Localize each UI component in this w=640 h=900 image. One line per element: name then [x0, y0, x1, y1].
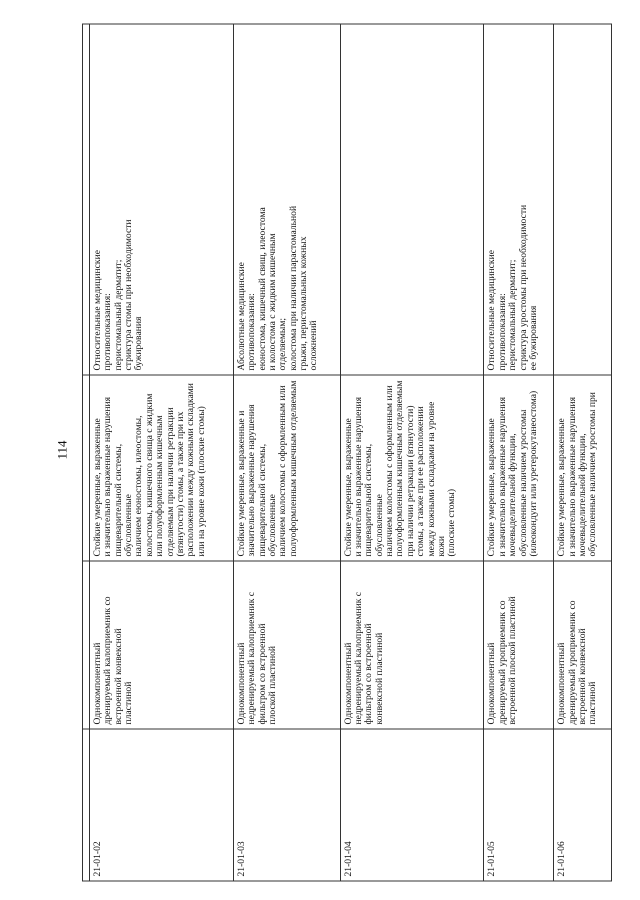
- cell-text-line: противопоказания:: [496, 292, 508, 370]
- page-number: [54, 2, 72, 898]
- cell-text-line: и значительно выраженные нарушения: [353, 396, 365, 556]
- code-cell: [90, 729, 234, 881]
- code-cell: [484, 729, 554, 881]
- cell-text-line: или на уровне кожи (плоские стомы): [195, 405, 207, 556]
- cell-text-line: еюностома, кишечный свищ, илеостома: [256, 206, 268, 370]
- cell-text-line: осложнений: [308, 319, 320, 370]
- cell-text-line: Стойкие умеренные, выраженные: [342, 417, 354, 556]
- cell-text-line: перистомальный дерматит;: [507, 259, 519, 370]
- indications-cell: [484, 375, 554, 561]
- cell-text-line: дренируемый уроприемник со: [496, 599, 508, 724]
- cell-text-line: и значительно выраженные нарушения: [566, 396, 578, 556]
- indications-cell: [233, 375, 340, 561]
- cell-text-line: Однокомпонентный: [486, 642, 498, 724]
- cell-text-line: дренируемый уроприемник со: [566, 599, 578, 724]
- cell-text-line: Стойкие умеренные, выраженные: [556, 417, 568, 556]
- cell-text-line: отделяемым;: [277, 317, 289, 370]
- cell-text-line: наличием колостомы с оформленным или: [277, 384, 289, 556]
- contraindications-cell: [554, 24, 612, 375]
- table-row: [484, 24, 554, 881]
- device-code: 21-01-06: [556, 840, 568, 876]
- cell-text-line: Стойкие умеренные, выраженные и: [235, 410, 247, 556]
- cell-text-line: грыжи, перистомальных кожных: [297, 235, 309, 370]
- device-code: 21-01-04: [342, 840, 354, 876]
- code-cell: [554, 729, 612, 881]
- device-code: 21-01-03: [235, 840, 247, 876]
- contraindications-cell: [90, 24, 234, 375]
- cell-text-line: Однокомпонентный: [556, 642, 568, 724]
- name-cell: [90, 561, 234, 729]
- cell-text-line: значительно выраженные нарушения: [246, 403, 258, 556]
- device-code: 21-01-02: [92, 840, 103, 876]
- cell-text-line: мочевыделительной функции,: [507, 432, 519, 556]
- cell-text-line: фильтром со встроенной: [256, 622, 268, 724]
- cell-text-line: наличием колостомы с оформленным или: [384, 384, 396, 556]
- cell-text-line: расположении между кожными складками: [185, 382, 197, 556]
- indications-cell: [554, 375, 612, 561]
- cell-text-line: пластиной: [587, 681, 599, 724]
- cell-text-line: и значительно выраженные нарушения: [102, 396, 114, 556]
- code-cell: [340, 729, 484, 881]
- cell-text-line: противопоказания:: [246, 292, 258, 370]
- header-cell-name: [83, 561, 90, 729]
- cell-text-line: Относительные медицинские: [486, 249, 498, 370]
- table-rotator: [82, 24, 612, 881]
- header-cell-indications: [83, 375, 90, 561]
- cell-text-line: Абсолютные медицинские: [235, 261, 247, 370]
- table-row: [554, 24, 612, 881]
- cell-text-line: дренируемый калоприемник со: [102, 595, 114, 724]
- cell-text-line: Однокомпонентный: [235, 642, 247, 724]
- cell-text-line: ее бужирования: [527, 305, 539, 370]
- cell-text-line: пищеварительной системы, обусловленные: [256, 443, 278, 556]
- cell-text-line: наличием еюностомы, илеостомы,: [133, 414, 145, 556]
- cell-text-line: отделяемым при наличии ретракции: [164, 406, 176, 556]
- cell-text-line: фильтром со встроенной: [363, 622, 375, 724]
- cell-text-line: пищеварительной системы, обусловленные: [363, 443, 385, 556]
- cell-text-line: (илеокондуит или уретерокутанеостома): [527, 390, 539, 556]
- cell-text-line: встроенной плоской пластиной: [507, 595, 519, 724]
- cell-text-line: колостомы, кишечного свища с жидким: [143, 393, 155, 556]
- name-cell: [340, 561, 484, 729]
- code-cell: [233, 729, 340, 881]
- cell-text-line: обусловленные наличием уростомы при: [587, 391, 599, 556]
- cell-text-line: Стойкие умеренные, выраженные: [92, 417, 103, 556]
- cell-text-line: недренируемый калоприемник с: [353, 591, 365, 724]
- table-body: [83, 24, 612, 881]
- name-cell: [484, 561, 554, 729]
- header-cell-contraindications: [83, 24, 90, 375]
- cell-text-line: перистомальный дерматит;: [112, 259, 124, 370]
- cell-text-line: между кожными складками на уровне кожи: [425, 401, 447, 556]
- medical-devices-table: [82, 23, 612, 881]
- rotated-table-container: [82, 24, 612, 881]
- cell-text-line: или полуоформленным кишечным: [154, 414, 166, 556]
- table-row: [233, 24, 340, 881]
- table-header-row: [83, 24, 90, 881]
- cell-text-line: Относительные медицинские: [92, 249, 103, 370]
- cell-text-line: полуоформленным кишечным отделяемым: [287, 380, 299, 556]
- indications-cell: [340, 375, 484, 561]
- indications-cell: [90, 375, 234, 561]
- device-code: 21-01-05: [486, 840, 498, 876]
- table-row: [340, 24, 484, 881]
- contraindications-cell: [484, 24, 554, 375]
- cell-text-line: полуоформленным кишечным отделяемым: [394, 380, 406, 556]
- cell-text-line: при наличии ретракции (втянутости): [404, 404, 416, 556]
- cell-text-line: конвексной пластиной: [373, 632, 385, 724]
- cell-text-line: и значительно выраженные нарушения: [496, 396, 508, 556]
- header-cell-code: [83, 729, 90, 881]
- cell-text-line: Однокомпонентный: [92, 642, 103, 724]
- cell-text-line: недренируемый калоприемник с: [246, 591, 258, 724]
- cell-text-line: плоской пластиной: [266, 645, 278, 724]
- cell-text-line: противопоказания:: [102, 292, 114, 370]
- cell-text-line: пластиной: [123, 681, 135, 724]
- page-number-text: 114: [55, 440, 70, 460]
- cell-text-line: стриктура стомы при необходимости: [123, 218, 135, 370]
- table-row: [90, 24, 234, 881]
- cell-text-line: (плоские стомы): [446, 488, 458, 556]
- cell-text-line: стомы, а также при ее расположении: [415, 405, 427, 556]
- cell-text-line: Стойкие умеренные, выраженные: [486, 417, 498, 556]
- cell-text-line: встроенной конвексной: [112, 627, 124, 724]
- contraindications-cell: [233, 24, 340, 375]
- cell-text-line: колостома при наличии парастомальной: [287, 205, 299, 370]
- cell-text-line: мочевыделительной функции,: [577, 432, 589, 556]
- cell-text-line: и колостома с жидким кишечным: [266, 232, 278, 370]
- cell-text-line: пищеварительной системы, обусловленные: [112, 443, 135, 556]
- cell-text-line: (втянутости) стомы, а также при их: [174, 411, 186, 556]
- cell-text-line: Однокомпонентный: [342, 642, 354, 724]
- name-cell: [233, 561, 340, 729]
- name-cell: [554, 561, 612, 729]
- cell-text-line: стриктура уростомы при необходимости: [517, 204, 529, 370]
- cell-text-line: встроенной конвексной: [577, 627, 589, 724]
- cell-text-line: бужирования: [133, 316, 145, 370]
- contraindications-cell: [340, 24, 484, 375]
- cell-text-line: обусловленные наличием уростомы: [517, 409, 529, 556]
